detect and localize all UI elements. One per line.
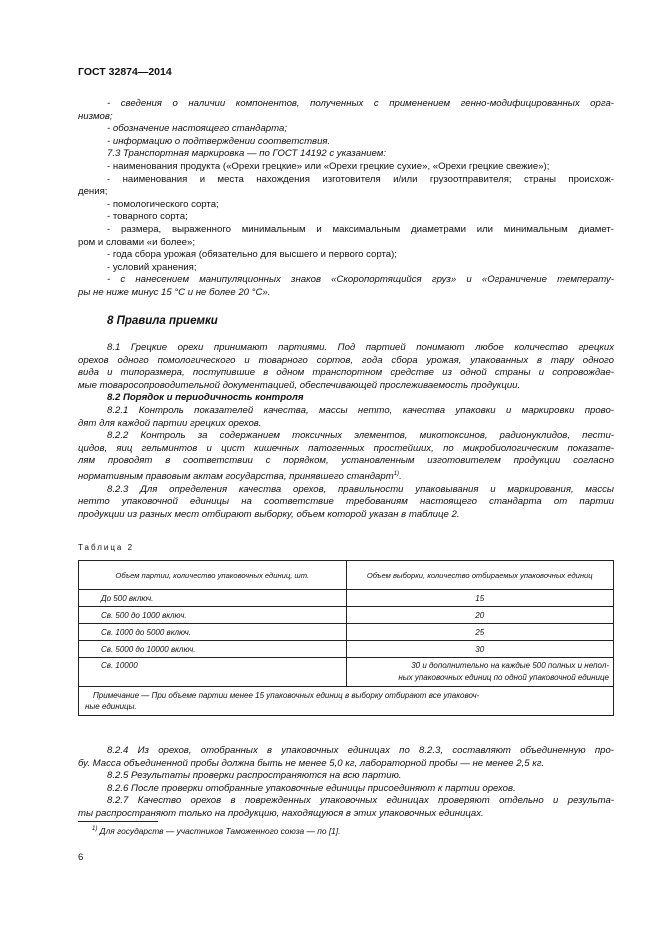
- table-cell: 30: [346, 641, 614, 658]
- page-header: ГОСТ 32874—2014: [78, 66, 172, 78]
- text-line: 8.2.3 Для определения качества орехов, правильности упаковывания и маркирования, массы: [107, 483, 614, 495]
- text-line: 7.3 Транспортная маркировка — по ГОСТ 14192 с указанием:: [107, 148, 387, 160]
- table-cell: Св. 10000: [79, 658, 347, 687]
- text-line: мые товаросопроводительной документацией, обеспечивающей прослеживаемость продукции.: [78, 379, 521, 391]
- text-line: - года сбора урожая (обязательно для высшего и первого сорта);: [107, 249, 397, 261]
- table-row: [79, 658, 614, 687]
- text-line: 8.2.4 Из орехов, отобранных в упаковочных единицах по 8.2.3, составляют объединенную про-: [107, 745, 614, 756]
- table-cell: Св. 500 до 1000 включ.: [79, 607, 347, 624]
- table-cell: 25: [346, 624, 614, 641]
- text-line: 8.2.2 Контроль за содержанием токсичных элементов, микотоксинов, радионуклидов, пести-: [107, 430, 614, 442]
- text-line: низмов;: [78, 110, 113, 122]
- text-fragment: .: [399, 471, 402, 483]
- table-note: [79, 687, 614, 716]
- text-line: 8.2.1 Контроль показателей качества, массы нетто, качества упаковки и маркировки прово-: [107, 404, 614, 416]
- text-line: - обозначение настоящего стандарта;: [107, 123, 287, 135]
- text-line: цидов, яиц гельминтов и цист кишечных патогенных простейших, по микробиологическим показате-: [78, 442, 614, 454]
- column-header: Объем партии, количество упаковочных единиц, шт.: [79, 561, 347, 590]
- text-line: - с нанесением манипуляционных знаков «Скоропортящийся груз» и «Ограничение температу-: [107, 274, 614, 286]
- section-heading: 8 Правила приемки: [107, 315, 218, 327]
- table-row: [79, 607, 614, 624]
- subsection-heading: 8.2 Порядок и периодичность контроля: [107, 392, 304, 404]
- table-cell: Св. 1000 до 5000 включ.: [79, 624, 347, 641]
- text-line: дят для каждой партии грецких орехов.: [78, 417, 262, 429]
- table-row: [79, 641, 614, 658]
- text-line: вида и типоразмера, поступившие в одном транспортном средстве из одной страны и сопровождае-: [78, 367, 614, 379]
- text-fragment: нормативным правовым актам государства, принявшего стандарт: [78, 471, 394, 483]
- table-cell: До 500 включ.: [79, 590, 347, 607]
- text-line: - размера, выраженного минимальным и максимальным диаметрами или минимальным диамет-: [107, 223, 614, 235]
- table-caption: Таблица 2: [78, 543, 135, 552]
- footnote-divider: [78, 821, 158, 822]
- text-line: ром и словами «и более»;: [78, 236, 195, 248]
- footnote: [92, 826, 340, 836]
- table-cell: 15: [346, 590, 614, 607]
- sample-size-table: [78, 560, 614, 716]
- table-note-line: ные единицы.: [85, 702, 137, 711]
- text-line: - условий хранения;: [107, 261, 197, 273]
- table-row: [79, 590, 614, 607]
- text-line: 8.2.7 Качество орехов в поврежденных упаковочных единицах проверяют отдельно и результа-: [107, 795, 614, 807]
- marking-list: [78, 98, 614, 300]
- footnote-reference: 1): [393, 470, 400, 477]
- text-line: дения;: [78, 186, 108, 198]
- table-cell: Св. 5000 до 10000 включ.: [79, 641, 347, 658]
- section-8-body: [78, 342, 614, 522]
- footnote-mark: 1): [92, 826, 98, 833]
- table-cell-line: 30 и дополнительно на каждые 500 полных и непол-: [411, 661, 609, 670]
- page-number: 6: [78, 852, 84, 863]
- table-cell-line: ных упаковочных единиц по одной упаковочной единице: [398, 673, 609, 682]
- text-line: ры не ниже минус 15 °С и не более 20 °С».: [78, 286, 271, 298]
- text-line: ты распространяют только на продукцию, находящуюся в этих упаковочных единицах.: [78, 807, 484, 819]
- text-line: - информацию о подтверждении соответствия.: [107, 135, 331, 147]
- text-line: 8.1 Грецкие орехи принимают партиями. Под партией понимают любое количество грецких: [107, 342, 614, 353]
- table-note-row: [79, 687, 614, 716]
- text-line: продукции из разных мест отбирают выборку, объем которой указан в таблице 2.: [78, 508, 460, 520]
- text-line: - товарного сорта;: [107, 211, 188, 223]
- text-line: - наименования продукта («Орехи грецкие» или «Орехи грецкие сухие», «Орехи грецкие свежие»);: [107, 160, 550, 172]
- text-line: - наименования и места нахождения изготовителя и/или грузоотправителя; страны происхож-: [107, 173, 614, 185]
- table-header-row: [79, 561, 614, 590]
- table-row: [79, 624, 614, 641]
- table-cell: [346, 658, 614, 687]
- text-line: орехов одного помологического и товарного сортов, года сбора урожая, упакованных в тару одного: [78, 354, 614, 366]
- sampling-paragraphs: [78, 745, 614, 821]
- table-note-line: Примечание — При объеме партии менее 15 упаковочных единиц в выборку отбирают все упаковоч-: [93, 691, 480, 700]
- text-line: 8.2.5 Результаты проверки распространяются на всю партию.: [107, 770, 402, 782]
- text-line: 8.2.6 После проверки отобранные упаковочные единицы присоединяют к партии орехов.: [107, 782, 516, 794]
- text-line: [78, 468, 614, 484]
- text-line: лям проводят в соответствии с порядком, установленным изготовителем продукции согласно: [78, 455, 614, 467]
- text-line: бу. Масса объединенной пробы должна быть не менее 5,0 кг, лабораторной пробы — не менее 2,5 кг.: [78, 757, 545, 769]
- text-line: - помологического сорта;: [107, 198, 219, 210]
- text-line: - сведения о наличии компонентов, полученных с применением генно-модифицированных орга-: [107, 98, 614, 109]
- table-cell: 20: [346, 607, 614, 624]
- footnote-text: Для государств — участников Таможенного союза — по [1].: [99, 826, 341, 836]
- text-line: нетто упаковочной единицы на соответствие требованиям настоящего стандарта от партии: [78, 496, 614, 508]
- column-header: Объем выборки, количество отбираемых упаковочных единиц: [346, 561, 614, 590]
